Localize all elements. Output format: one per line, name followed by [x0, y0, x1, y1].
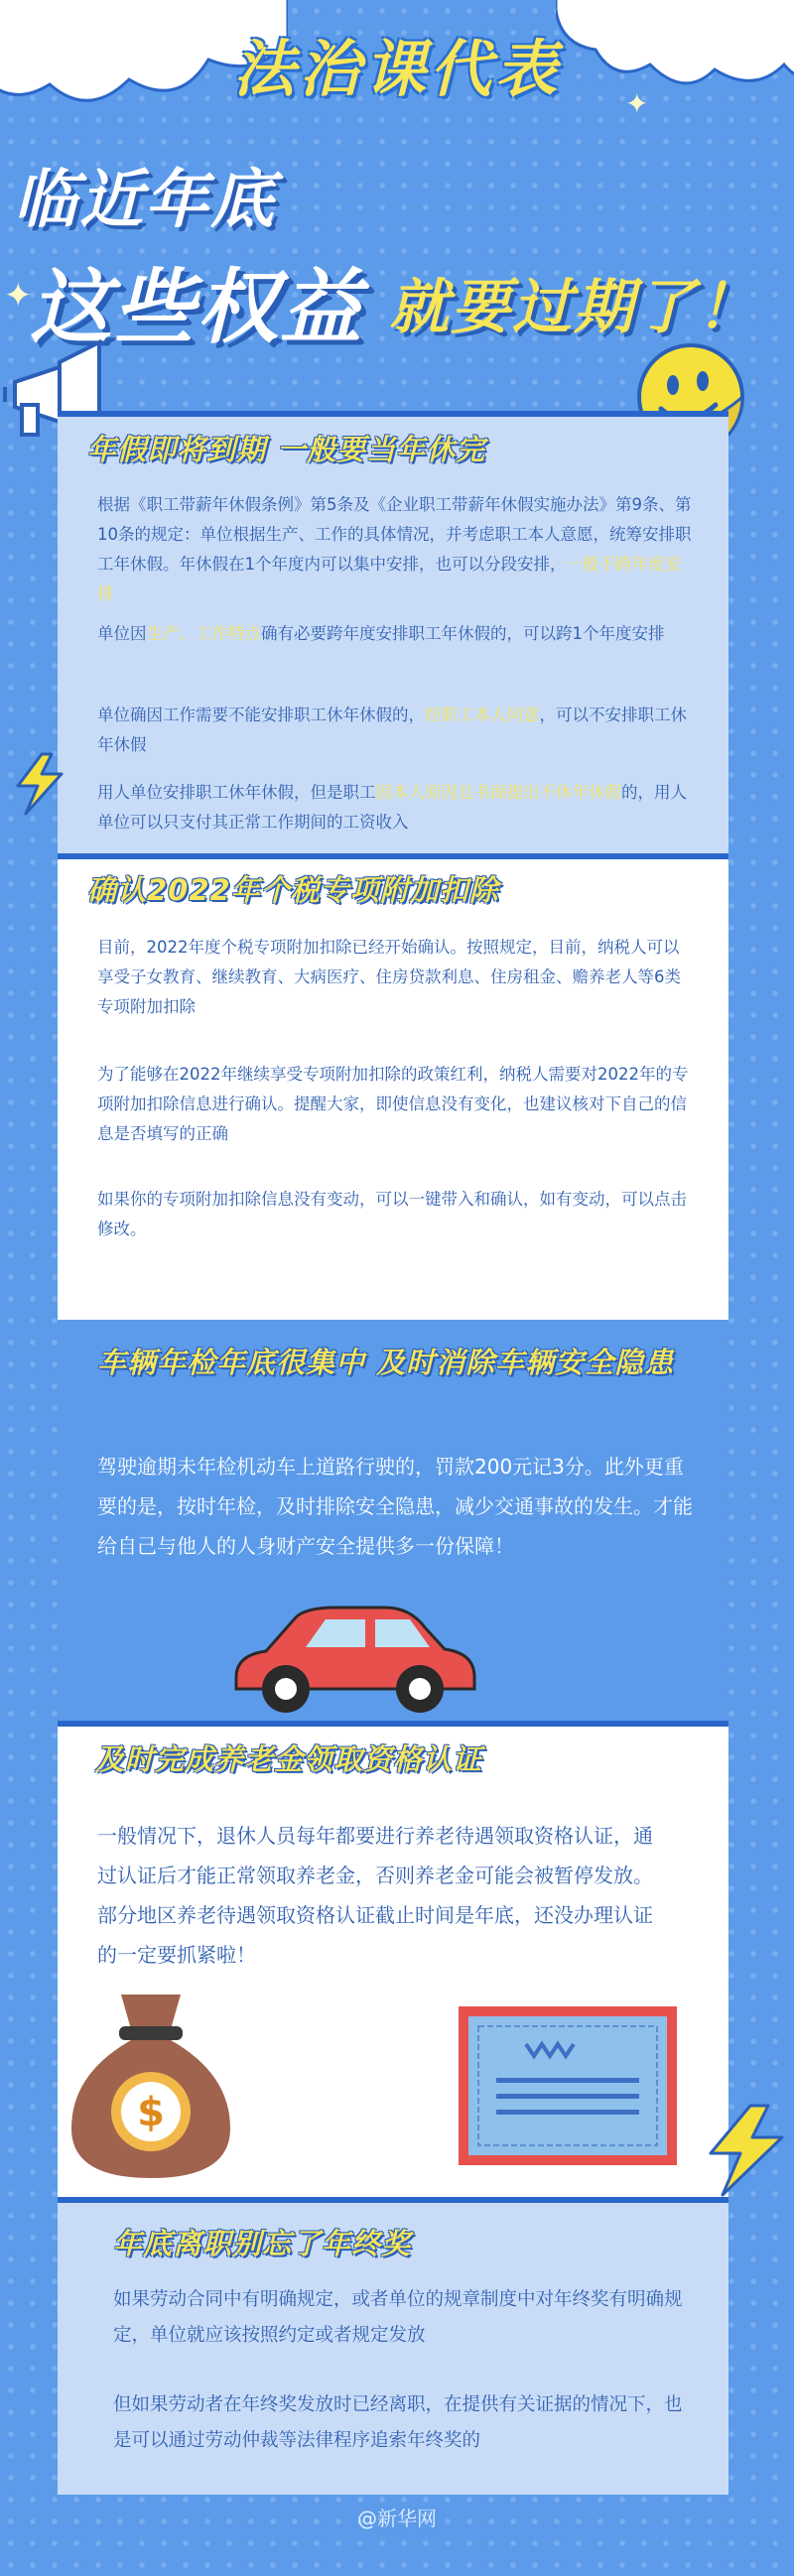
watermark: @新华网	[357, 2507, 437, 2530]
section-annual-leave	[58, 411, 728, 857]
section-title: 确认2022年个税专项附加扣除	[87, 873, 499, 907]
section-title: 车辆年检年底很集中 及时消除车辆安全隐患	[97, 1346, 675, 1379]
paragraph: 单位确因工作需要不能安排职工休年休假的，经职工本人同意，可以不安排职工休年休假	[97, 706, 687, 754]
lightning-icon	[12, 752, 67, 816]
paragraph: 单位因生产、工作特点确有必要跨年度安排职工年休假的，可以跨1个年度安排	[97, 624, 665, 643]
section-title: 年假即将到期 一般要当年休完	[87, 433, 486, 466]
section-title: 年底离职别忘了年终奖	[113, 2227, 412, 2260]
headline-line2: 这些权益	[30, 261, 363, 355]
svg-text:$: $	[137, 2090, 165, 2135]
car-icon	[226, 1598, 484, 1717]
paragraph: 驾驶逾期未年检机动车上道路行驶的，罚款200元记3分。此外更重要的是，按时年检，及时排除安全隐患，减少交通事故的发生。才能给自己与他人的人身财产安全提供多一份保障！	[97, 1455, 693, 1558]
banner-title: 法治课代表	[232, 33, 561, 105]
paragraph: 根据《职工带薪年休假条例》第5条及《企业职工带薪年休假实施办法》第9条、第10条的规定：单位根据生产、工作的具体情况，并考虑职工本人意愿，统筹安排职工年休假。年休假在1个年度内可以集中安排，也可以分段安排，一般不跨年度安排	[97, 495, 692, 603]
paragraph: 目前，2022年度个税专项附加扣除已经开始确认。按照规定，目前，纳税人可以享受子女教育、继续教育、大病医疗、住房贷款利息、住房租金、赡养老人等6类专项附加扣除	[97, 938, 681, 1016]
money-bag-icon	[62, 1985, 240, 2183]
headline-line1: 临近年底	[14, 164, 276, 237]
paragraph: 如果你的专项附加扣除信息没有变动，可以一键带入和确认，如有变动，可以点击修改。	[97, 1190, 687, 1238]
headline-line3: 就要过期了！	[389, 273, 758, 342]
sparkle-icon: ✦	[625, 87, 649, 120]
paragraph: 用人单位安排职工休年休假，但是职工因本人原因且书面提出不休年休假的，用人单位可以只支付其正常工作期间的工资收入	[97, 783, 687, 832]
paragraph: 为了能够在2022年继续享受专项附加扣除的政策红利，纳税人需要对2022年的专项附加扣除信息进行确认。提醒大家，即使信息没有变化，也建议核对下自己的信息是否填写的正确	[97, 1065, 689, 1143]
certificate-icon	[457, 2004, 679, 2167]
section-year-end-bonus	[58, 2197, 728, 2495]
section-tax-deduction	[58, 853, 728, 1316]
paragraph: 如果劳动合同中有明确规定，或者单位的规章制度中对年终奖有明确规定，单位就应该按照约定或者规定发放	[113, 2289, 683, 2346]
sparkle-icon: ✦	[4, 276, 33, 316]
paragraph: 一般情况下，退休人员每年都要进行养老待遇领取资格认证，通过认证后才能正常领取养老金，否则养老金可能会被暂停发放。部分地区养老待遇领取资格认证截止时间是年底，还没办理认证的一定要抓紧啦！	[97, 1824, 653, 1967]
section-vehicle-inspection	[58, 1316, 728, 1725]
section-title: 及时完成养老金领取资格认证	[95, 1742, 483, 1776]
paragraph: 但如果劳动者在年终奖发放时已经离职，在提供有关证据的情况下，也是可以通过劳动仲裁等法律程序追索年终奖的	[113, 2394, 683, 2451]
lightning-icon	[703, 2104, 788, 2197]
